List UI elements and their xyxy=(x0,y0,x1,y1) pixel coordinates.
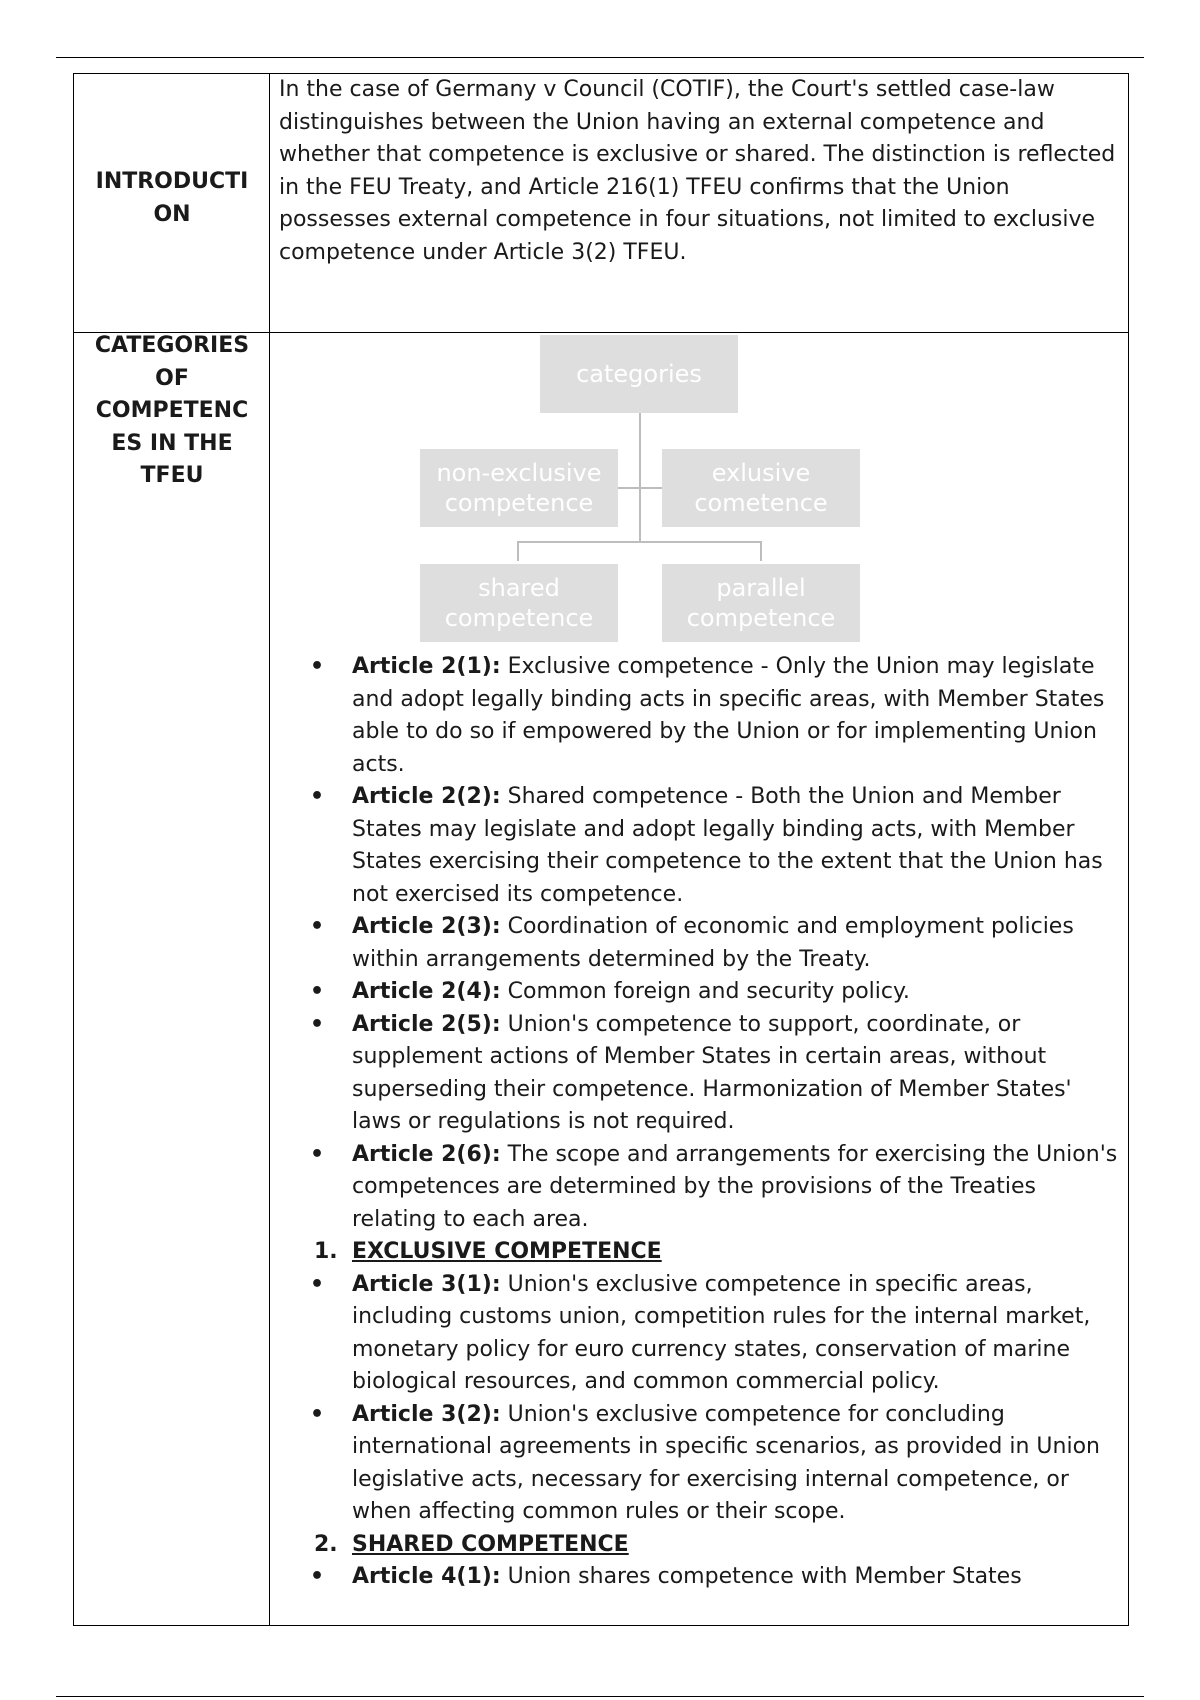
intro-label xyxy=(74,166,270,231)
diagram-node-parallel: parallel competence xyxy=(662,564,860,642)
diagram-connector xyxy=(517,541,519,561)
intro-label-line: ON xyxy=(153,201,191,227)
list-item: • Article 2(1): Exclusive competence - Only the Union may legislate and adopt legally binding acts in specific areas, with Member States able to do so if empowered by the Union or for implementing Union acts. xyxy=(310,654,1105,777)
list-item: • Article 2(2): Shared competence - Both the Union and Member States may legislate and adopt legally binding acts, with Member States exercising their competence to the extent that the Union has not exercised its competence. xyxy=(310,784,1103,907)
diagram-connector xyxy=(760,541,762,561)
list-item: • Article 2(5): Union's competence to support, coordinate, or supplement actions of Member States in certain areas, without superseding their competence. Harmonization of Member States' laws or regulations is not required. xyxy=(310,1011,1072,1134)
categories-label-line: OF xyxy=(155,365,189,391)
top-rule xyxy=(56,57,1144,58)
categories-label xyxy=(74,330,270,493)
list-item: • Article 2(6): The scope and arrangements for exercising the Union's competences are determined by the provisions of the Treaties relating to each area. xyxy=(310,1141,1118,1232)
diagram-node-non-exclusive: non-exclusive competence xyxy=(420,449,618,527)
diagram-node-shared: shared competence xyxy=(420,564,618,642)
categories-label-line: ES IN THE xyxy=(111,430,233,456)
categories-label-line: CATEGORIES xyxy=(94,333,250,358)
list-item: • Article 2(4): Common foreign and security policy. xyxy=(310,979,910,1004)
competence-diagram xyxy=(340,330,860,650)
categories-label-line: COMPETENC xyxy=(95,398,249,423)
list-item: • Article 3(1): Union's exclusive competence in specific areas, including customs union, competition rules for the internal market, monetary policy for euro currency states, conservation of marine biological resources, and common commercial policy. xyxy=(310,1271,1091,1394)
intro-text: In the case of Germany v Council (COTIF), the Court's settled case-law distinguishes between the Union having an external competence and whether that competence is exclusive or shared. The distinction is reflected in the FEU Treaty, and Article 216(1) TFEU confirms that the Union possesses external competence in four situations, not limited to exclusive competence under Article 3(2) TFEU. xyxy=(279,77,1116,265)
intro-label-line: INTRODUCTI xyxy=(95,169,249,194)
section-heading-exclusive: 1. EXCLUSIVE COMPETENCE xyxy=(314,1239,662,1264)
diagram-connector xyxy=(517,541,762,543)
section-heading-shared: 2. SHARED COMPETENCE xyxy=(314,1531,629,1557)
label-column xyxy=(74,74,270,1625)
categories-label-line: TFEU xyxy=(140,463,204,488)
diagram-connector xyxy=(639,413,641,542)
list-item: • Article 4(1): Union shares competence with Member States xyxy=(310,1564,1022,1589)
categories-content xyxy=(270,651,1120,1594)
bottom-rule xyxy=(56,1696,1144,1697)
diagram-connector xyxy=(618,487,662,489)
diagram-node-root: categories xyxy=(540,335,738,413)
diagram-node-exclusive: exlusive cometence xyxy=(662,449,860,527)
list-item: • Article 3(2): Union's exclusive competence for concluding international agreements in specific scenarios, as provided in Union legislative acts, necessary for exercising internal competence, or when affecting common rules or their scope. xyxy=(310,1401,1100,1524)
list-item: • Article 2(3): Coordination of economic and employment policies within arrangements determined by the Treaty. xyxy=(310,914,1074,972)
